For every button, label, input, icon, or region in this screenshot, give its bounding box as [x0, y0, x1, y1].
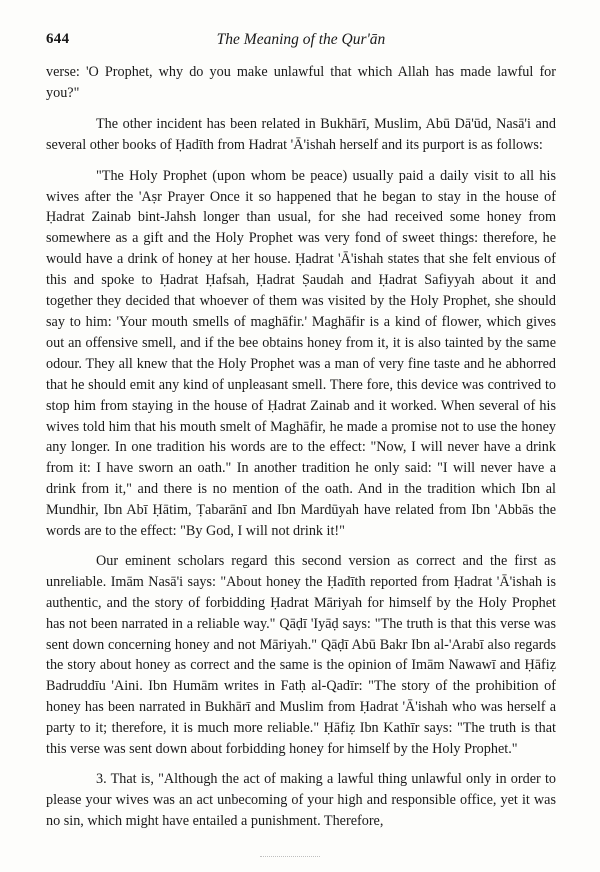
running-title: The Meaning of the Qur'ān	[216, 31, 386, 48]
paragraph-other-incident: The other incident has been related in Bukhārī, Muslim, Abū Dā'ūd, Nasā'i and several other books of Ḥadīth from Hadrat 'Ā'ishah herself and its purport is as follows:	[46, 115, 556, 153]
paragraph-scholars-opinion: Our eminent scholars regard this second version as correct and the first as unreliable. Imām Nasā'i says: "About honey the Ḥadīth reported from Ḥadrat 'Ā'ishah is authentic, and the story of forbidding Ḥadrat Māriyah for himself by the Holy Prophet has not been narrated in a reliable way." Qāḍī 'Iyāḍ says: "The truth is that this verse was sent down concerning honey and not Māriyah." Qāḍī Abū Bakr Ibn al-'Arabī also regards the story about honey as correct and the same is the opinion of Imām Nawawī and Ḥāfiẓ Badruddīu 'Aini. Ibn Humām writes in Fatḥ al-Qadīr: "The story of the prohibition of honey has been narrated in Bukhārī and Muslim from Ḥadrat 'Ā'ishah who was herself a party to it; therefore, it is much more reliable." Ḥāfiẓ Ibn Kathīr says: "The truth is that this verse was sent down about forbidding honey for himself by the Holy Prophet."	[46, 552, 556, 758]
page-number: 644	[46, 31, 70, 47]
paragraph-note-3: 3. That is, "Although the act of making a lawful thing unlawful only in order to please your wives was an act unbecoming of your high and responsible office, yet it was no sin, which might have entailed a punishment. Therefore,	[46, 771, 556, 829]
page-footer-smudge	[260, 856, 320, 858]
paragraph-hadith-quotation: "The Holy Prophet (upon whom be peace) usually paid a daily visit to all his wives after the 'Aṣr Prayer Once it so happened that he began to stay in the house of Ḥadrat Zainab bint-Jahsh longer than usual, for she had received some honey from somewhere as a gift and the Holy Prophet was very fond of sweet things: therefore, he would have a drink of honey at her house. Ḥadrat 'Ā'ishah states that she felt envious of this and spoke to Ḥadrat Ḥafsah, Ḥadrat Ṣaudah and Ḥadrat Safiyyah about it and together they decided that whoever of them was visited by the Holy Prophet, she should say to him: 'Your mouth smells of maghāfir.' Maghāfir is a kind of flower, which gives out an offensive smell, and if the bee obtains honey from it, it is also tainted by the same odour. They all knew that the Holy Prophet was a man of very fine taste and he abhorred that he should emit any kind of unpleasant smell. There fore, this device was contrived to stop him from staying in the house of Ḥadrat Zainab and it worked. When several of his wives told him that his mouth smelt of Maghāfir, he made a promise not to use the honey any longer. In one tradition his words are to the effect: "Now, I will never have a drink from it: I have sworn an oath." In another tradition he only said: "I will never have a drink from it," and there is no mention of the oath. And in the tradition which Ibn al Mundhir, Ibn Abī Ḥātim, Ṭabarānī and Ibn Mardūyah have related from Ibn 'Abbās the words are to the effect: "By God, I will not drink it!"	[46, 167, 556, 540]
page-body	[46, 62, 556, 832]
paragraph-verse-continuation: verse: 'O Prophet, why do you make unlawful that which Allah has made lawful for you?"	[46, 64, 556, 101]
page-header	[46, 31, 556, 51]
